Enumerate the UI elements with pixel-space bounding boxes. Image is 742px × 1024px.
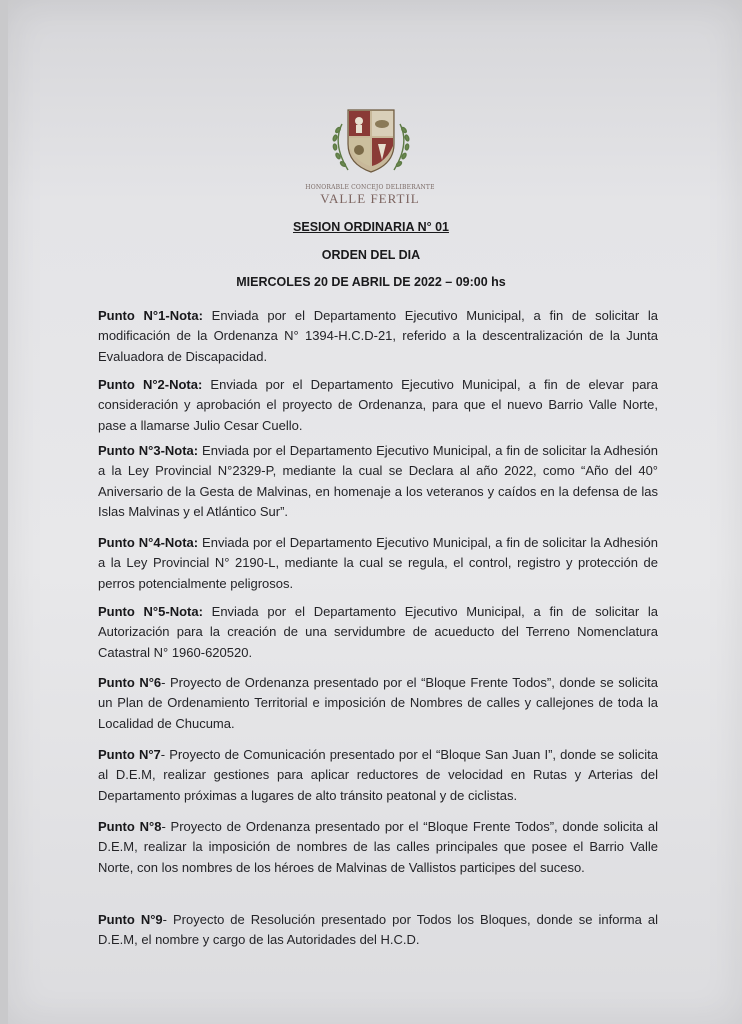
agenda-item-text: Enviada por el Departamento Ejecutivo Municipal, a fin de solicitar la Autorización para la creación de una servidumbre de acueducto del Terreno Nomenclatura Catastral N° 1960-620520. (98, 604, 658, 660)
agenda-item-text: - Proyecto de Comunicación presentado por el “Bloque San Juan I”, donde se solicita al D.E.M, realizar gestiones para aplicar reductores de velocidad en Rutas y Arterias del Departamento próximas a lugares de alto tránsito peatonal y de ciclistas. (98, 747, 658, 803)
agenda-item-text: Enviada por el Departamento Ejecutivo Municipal, a fin de solicitar la Adhesión a la Ley Provincial N° 2190-L, mediante la cual se regula, el control, registro y protección de perros potencialmente peligrosos. (98, 535, 658, 591)
agenda-item-text: - Proyecto de Ordenanza presentado por el “Bloque Frente Todos”, donde solicita al D.E.M, realizar la imposición de nombres de las calles principales que posee el Barrio Valle Norte, con los nombres de los héroes de Malvinas de Vallistos participes del suceso. (98, 819, 658, 875)
agenda-item-label: Punto N°6 (98, 675, 162, 690)
agenda-item-text: - Proyecto de Resolución presentado por Todos los Bloques, donde se informa al D.E.M, el nombre y cargo de las Autoridades del H.C.D. (98, 912, 658, 948)
agenda-item (98, 602, 658, 663)
council-name: VALLE FERTIL (320, 191, 420, 206)
agenda-item (98, 673, 658, 734)
agenda-item-label: Punto N°9 (98, 912, 163, 927)
agenda-item-label: Punto N°4-Nota: (98, 535, 199, 550)
agenda-item (98, 910, 658, 951)
agenda-item-text: - Proyecto de Ordenanza presentado por el “Bloque Frente Todos”, donde se solicita un Plan de Ordenamiento Territorial e imposición de Nombres de calles y callejones de toda la Localidad de Chucuma. (98, 675, 658, 731)
agenda-item-label: Punto N°1-Nota: (98, 308, 203, 323)
agenda-item-label: Punto N°2-Nota: (98, 377, 203, 392)
agenda-item-label: Punto N°8 (98, 819, 162, 834)
agenda-title: ORDEN DEL DIA (321, 248, 421, 262)
agenda-item-label: Punto N°5-Nota: (98, 604, 203, 619)
session-title: SESION ORDINARIA N° 01 (293, 220, 449, 234)
agenda-item (98, 817, 658, 878)
agenda-item (98, 441, 658, 522)
agenda-item-text: Enviada por el Departamento Ejecutivo Municipal, a fin de solicitar la modificación de la Ordenanza N° 1394-H.C.D-21, referido a la descentralización de la Junta Evaluadora de Discapacidad. (98, 308, 658, 364)
agenda-item-text: Enviada por el Departamento Ejecutivo Municipal, a fin de elevar para consideración y aprobación el proyecto de Ordenanza, para que el nuevo Barrio Valle Norte, pase a llamarse Julio Cesar Cuello. (98, 377, 658, 433)
agenda-item-label: Punto N°7 (98, 747, 161, 762)
agenda-item (98, 306, 658, 367)
coat-of-arms-logo (326, 104, 416, 180)
agenda-item-text: Enviada por el Departamento Ejecutivo Municipal, a fin de solicitar la Adhesión a la Ley Provincial N°2329-P, mediante la cual se Declara al año 2022, como “Año del 40° Aniversario de la Gesta de Malvinas, en homenaje a los veteranos y caídos en la defensa de las Islas Malvinas y el Atlántico Sur”. (98, 443, 658, 519)
agenda-item (98, 375, 658, 436)
agenda-item (98, 533, 658, 594)
agenda-item (98, 745, 658, 806)
session-date: MIERCOLES 20 DE ABRIL DE 2022 – 09:00 hs (236, 275, 506, 289)
council-subtitle: HONORABLE CONCEJO DELIBERANTE (305, 184, 435, 191)
agenda-item-label: Punto N°3-Nota: (98, 443, 199, 458)
